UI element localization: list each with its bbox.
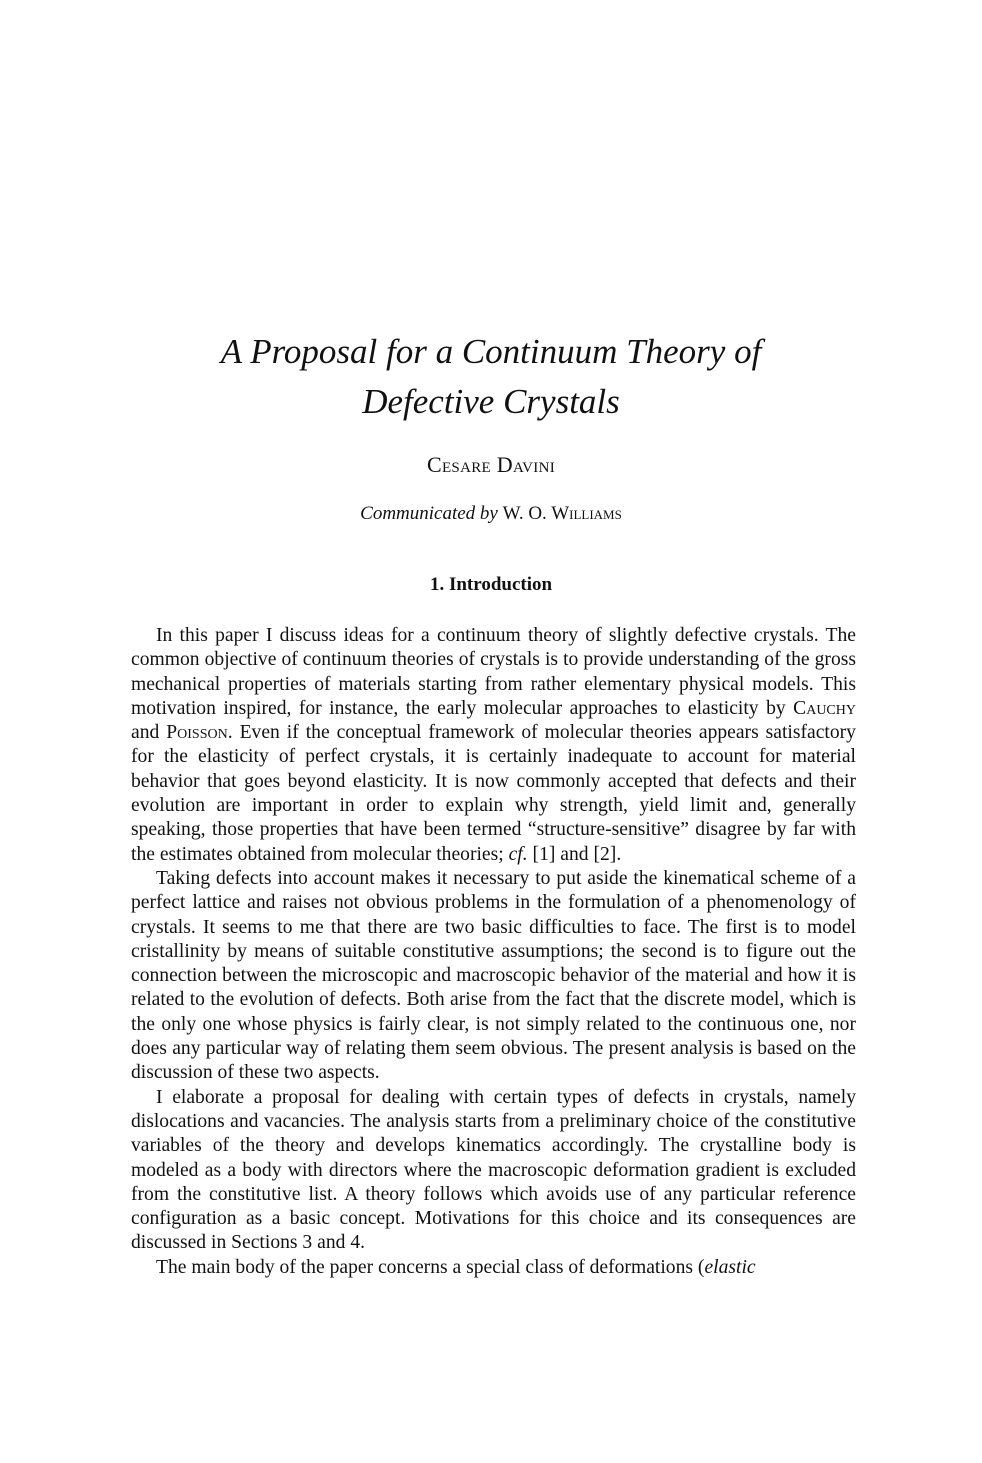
p1-text-a: In this paper I discuss ideas for a continuum theory of slightly defective crystals. The common objective of continuum theories of crystals is to provide understanding of the gross mechanical properties of materials starting from rather elementary physical models. This motivation inspired, for instance, the early molecular approaches to elasticity by — [131, 625, 856, 719]
section-heading: 1. Introduction — [429, 574, 553, 595]
paper-title-line-1: A Proposal for a Continuum Theory of — [220, 332, 762, 371]
paper-title-line-2: Defective Crystals — [362, 382, 620, 421]
communicated-by — [0, 503, 982, 525]
p1-text-d: [1] and [2]. — [527, 843, 622, 865]
name-poisson: Poisson — [166, 722, 228, 744]
paragraph-4 — [131, 1256, 856, 1280]
communicated-prefix: Communicated by — [360, 503, 498, 524]
paragraph-1 — [131, 624, 856, 867]
author-name: Cesare Davini — [426, 452, 556, 477]
communicator-name: W. O. Williams — [502, 503, 622, 524]
paragraph-3: I elaborate a proposal for dealing with certain types of defects in crystals, namely dislocations and vacancies. The analysis starts from a preliminary choice of the constitutive variables of the theory and develops kinematics accordingly. The crystalline body is modeled as a body with directors where the macroscopic deformation gradient is excluded from the constitutive list. A theory follows which avoids use of any particular reference configuration as a basic concept. Motivations for this choice and its consequences are discussed in Sections 3 and 4. — [131, 1086, 856, 1254]
body-text — [131, 624, 856, 1280]
p1-text-b: and — [131, 722, 167, 744]
p4-emphasis: elastic — [704, 1256, 756, 1278]
p1-text-c: . Even if the conceptual framework of molecular theories appears satisfactory for the elasticity of perfect crystals, it is certainly inadequate to account for material behavior that goes beyond elasticity. It is now commonly accepted that defects and their evolution are important in order to explain why strength, yield limit and, generally speaking, those properties that have been termed “structure-sensitive” disagree by far with the estimates obtained from molecular theories; — [131, 722, 856, 865]
paragraph-2: Taking defects into account makes it necessary to put aside the kinematical scheme of a perfect lattice and raises not obvious problems in the formulation of a phenomenology of crystals. It seems to me that there are two basic difficulties to face. The first is to model cristallinity by means of suitable constitutive assumptions; the second is to figure out the connection between the microscopic and macroscopic behavior of the material and how it is related to the evolution of defects. Both arise from the fact that the discrete model, which is the only one whose physics is fairly clear, is not simply related to the continuous one, nor does any particular way of relating them seem obvious. The present analysis is based on the discussion of these two aspects. — [131, 867, 856, 1084]
p4-text-a: The main body of the paper concerns a special class of deformations ( — [156, 1256, 705, 1278]
cf-abbrev: cf. — [508, 843, 528, 865]
name-cauchy: Cauchy — [793, 697, 856, 719]
